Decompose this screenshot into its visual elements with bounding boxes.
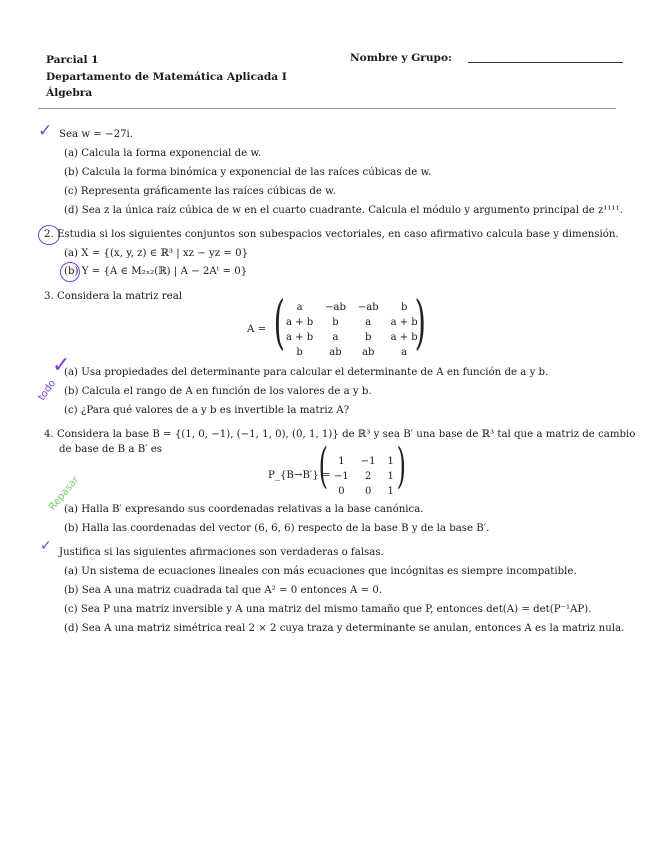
name-label: Nombre y Grupo: (350, 52, 452, 64)
matrix-cell: 1 (387, 471, 394, 482)
matrix-cell: a (401, 347, 408, 358)
q2-item-b: (b) Y = {A ∈ M₂ₓ₂(ℝ) | A − 2Aᵗ = 0} (64, 266, 248, 277)
matrix-cell: a + b (390, 332, 418, 343)
matrix-A (280, 300, 424, 360)
q4-intro-line2: de base de B a B′ es (59, 444, 162, 455)
matrix-cell: −1 (360, 456, 376, 467)
department: Departamento de Matemática Aplicada I (46, 70, 287, 83)
q1-item-d: (d) Sea z la única raíz cúbica de w en el cuarto cuadrante. Calcula el módulo y argumento principal de z¹¹¹¹. (64, 205, 623, 216)
matrix-cell: −ab (325, 302, 346, 313)
q1-item-a: (a) Calcula la forma exponencial de w. (64, 148, 262, 159)
matrix-cell: 2 (364, 471, 372, 482)
check-mark-icon: ✓ (38, 121, 53, 141)
header-block (46, 52, 287, 102)
matrix-cell: a (365, 317, 372, 328)
matrix-cell: b (332, 317, 339, 328)
matrix-cell: a (296, 302, 303, 313)
q4-intro-line1: 4. Considera la base B = {(1, 0, −1), (−1, 1, 0), (0, 1, 1)} de ℝ³ y sea B′ una base de ℝ³ tal que a matriz de cambio (44, 429, 636, 440)
q3-item-b: (b) Calcula el rango de A en función de los valores de a y b. (64, 386, 372, 397)
q2-item-a: (a) X = {(x, y, z) ∈ ℝ³ | xz − yz = 0} (64, 248, 249, 259)
left-paren-icon: ( (318, 438, 329, 494)
matrix-cell: b (365, 332, 372, 343)
matrix-cell: a + b (286, 317, 314, 328)
exam-title: Parcial 1 (46, 54, 99, 66)
q5-item-c: (c) Sea P una matriz inversible y A una matriz del mismo tamaño que P, entonces det(A) = det(P⁻¹AP). (64, 604, 592, 615)
matrix-cell: b (296, 347, 303, 358)
matrix-cell: 1 (387, 456, 394, 467)
q3-intro: 3. Considera la matriz real (44, 291, 183, 302)
q1-item-b: (b) Calcula la forma binómica y exponencial de las raíces cúbicas de w. (64, 167, 432, 178)
q3-item-c: (c) ¿Para qué valores de a y b es invertible la matriz A? (64, 405, 350, 416)
matrix-cell: b (400, 302, 408, 313)
q4-item-a: (a) Halla B′ expresando sus coordenadas relativas a la base canónica. (64, 504, 424, 515)
q5-item-b: (b) Sea A una matriz cuadrada tal que A² = 0 entonces A = 0. (64, 585, 383, 596)
right-paren-icon: ) (414, 288, 426, 356)
handwritten-note: todo (36, 378, 59, 403)
right-paren-icon: ) (396, 438, 407, 494)
matrix-cell: ab (362, 347, 375, 358)
q5-item-d: (d) Sea A una matriz simétrica real 2 × 2 cuya traza y determinante se anulan, entonces A es la matriz nula. (64, 623, 625, 634)
handwritten-note: Repasar (47, 474, 82, 513)
matrix-cell: 1 (338, 456, 345, 467)
check-mark-icon: ✓ (52, 353, 71, 378)
left-paren-icon: ( (273, 288, 285, 356)
q4-item-b: (b) Halla las coordenadas del vector (6, 6, 6) respecto de la base B y de la base B′. (64, 523, 490, 534)
matrix-cell: −ab (357, 302, 379, 313)
matrix-cell: 0 (364, 486, 372, 497)
q4-matrix-label: P_{B→B′} = (268, 470, 331, 481)
matrix-cell: 0 (338, 486, 345, 497)
name-blank-line (468, 62, 623, 63)
q1-item-c: (c) Representa gráficamente las raíces cúbicas de w. (64, 186, 336, 197)
header-divider (38, 108, 616, 109)
subject: Álgebra (46, 87, 93, 99)
matrix-cell: a + b (390, 317, 418, 328)
matrix-cell: a + b (286, 332, 314, 343)
q3-matrix-label: A = (247, 324, 267, 335)
q2-intro: 2. Estudia si los siguientes conjuntos son subespacios vectoriales, en caso afirmativo calcula base y dimensión. (44, 229, 619, 240)
matrix-cell: −1 (334, 471, 349, 482)
q5-intro: Justifica si las siguientes afirmaciones son verdaderas o falsas. (59, 547, 384, 558)
q3-item-a: (a) Usa propiedades del determinante para calcular el determinante de A en función de a y b. (64, 367, 549, 378)
matrix-cell: a (332, 332, 339, 343)
check-mark-icon: ✓ (40, 538, 52, 554)
matrix-P (328, 454, 400, 499)
matrix-cell: 1 (387, 486, 394, 497)
q1-intro: Sea w = −27i. (59, 129, 134, 140)
q5-item-a: (a) Un sistema de ecuaciones lineales con más ecuaciones que incógnitas es siempre incompatible. (64, 566, 577, 577)
matrix-cell: ab (329, 347, 342, 358)
